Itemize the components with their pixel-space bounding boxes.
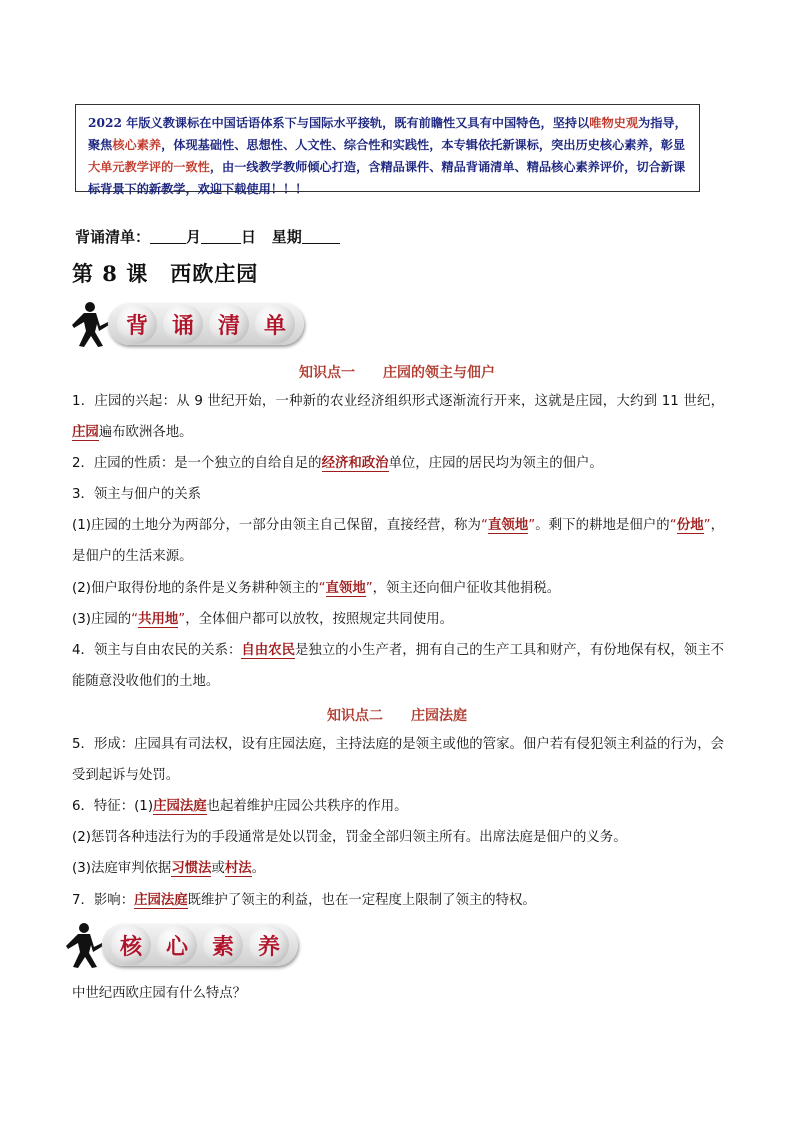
paragraph-12 — [72, 885, 724, 916]
paragraph-8: 5．形成：庄园具有司法权，设有庄园法庭，主持法庭的是领主或他的管家。佃户若有侵犯领主利益的行为，会受到起诉与处罚。 — [72, 737, 724, 783]
text: 遍布欧洲各地。 — [98, 425, 193, 440]
day-label: 日 — [241, 228, 257, 246]
banner-char: 素 — [203, 925, 243, 965]
text: 6．特征：(1) — [72, 799, 154, 814]
question-text: 中世纪西欧庄园有什么特点？ — [72, 986, 247, 1001]
banner-char: 背 — [117, 304, 157, 344]
month-label: 月 — [186, 228, 202, 246]
quote-mark: “ — [480, 518, 488, 533]
heading-title: 庄园的领主与佃户 — [383, 365, 495, 381]
paragraph-6 — [72, 604, 724, 635]
recite-label: 背诵清单： — [75, 228, 151, 246]
paragraph-2 — [72, 448, 724, 479]
paragraph-4 — [72, 510, 724, 572]
quote-mark: “ — [131, 612, 139, 627]
text: 也起着维护庄园公共秩序的作用。 — [206, 799, 408, 814]
banner-pill — [108, 303, 304, 345]
keyword: 直领地 — [487, 518, 529, 533]
keyword: 直领地 — [325, 581, 366, 596]
knowledge-point-2-heading — [0, 705, 794, 725]
text: ，全体佃户都可以放牧，按照规定共同使用。 — [185, 612, 453, 627]
text: 7．影响： — [72, 893, 135, 908]
core-literacy-banner — [64, 920, 298, 970]
keyword: 习惯法 — [171, 861, 212, 876]
month-blank[interactable] — [150, 229, 186, 244]
text: 是独立的小生产者，拥有自己的生产工具和财产，有份地保有权，领主不能随意没收他们的土地。 — [72, 643, 724, 689]
quote-mark: ” — [528, 518, 536, 533]
intro-text: 2022 年版义教课标在中国话语体系下与国际水平接轨，既有前瞻性又具有中国特色，坚持以 — [88, 116, 590, 130]
intro-text: 历史核心素养，彰显 — [575, 138, 686, 152]
kungfu-figure-icon — [64, 921, 104, 969]
week-label: 星期 — [271, 228, 302, 246]
text: (1)庄园的土地分为两部分，一部分由领主自己保留，直接经营，称为 — [72, 518, 481, 533]
text: 1．庄园的兴起：从 9 世纪开始，一种新的农业经济组织形式逐渐流行开来，这就是庄园，大约到 11 世纪， — [72, 394, 724, 409]
paragraph-7 — [72, 635, 724, 697]
text: 或 — [211, 861, 225, 876]
knowledge-point-1-heading — [0, 362, 794, 382]
keyword: 村法 — [224, 861, 252, 876]
keyword: 庄园法庭 — [153, 799, 207, 814]
quote-mark: ” — [703, 518, 711, 533]
heading-number: 知识点一 — [299, 365, 355, 381]
keyword: 经济和政治 — [321, 456, 389, 471]
text: 。剩下的耕地是佃户的 — [535, 518, 670, 533]
keyword: 共用地 — [138, 612, 179, 627]
intro-text: ，体现基础性、思想性、人文性、综合性和实践性，本专辑依托新课标，突出 — [161, 138, 576, 152]
text: 。 — [251, 861, 266, 876]
banner-char: 心 — [157, 925, 197, 965]
heading-title: 庄园法庭 — [411, 708, 467, 724]
banner-char: 单 — [255, 304, 295, 344]
paragraph-11 — [72, 853, 724, 884]
paragraph-10: (2)惩罚各种违法行为的手段通常是处以罚金，罚金全部归领主所有。出席法庭是佃户的义务。 — [72, 830, 627, 845]
intro-box — [75, 104, 700, 196]
paragraph-9 — [72, 791, 724, 822]
text: ，领主还向佃户征收其他捐税。 — [372, 581, 561, 596]
text: 4．领主与自由农民的关系： — [72, 643, 242, 658]
quote-mark: “ — [669, 518, 677, 533]
paragraph-3: 3．领主与佃户的关系 — [72, 487, 202, 502]
text: 既维护了领主的利益，也在一定程度上限制了领主的特权。 — [187, 893, 536, 908]
text: (3)法庭审判依据 — [72, 861, 172, 876]
week-blank[interactable] — [302, 229, 340, 244]
paragraph-1 — [72, 386, 724, 448]
quote-mark: ” — [365, 581, 373, 596]
keyword: 份地 — [676, 518, 704, 533]
text: (3)庄园的 — [72, 612, 132, 627]
banner-char: 养 — [249, 925, 289, 965]
recite-list-banner — [70, 299, 304, 349]
quote-mark: ” — [178, 612, 186, 627]
keyword: 自由农民 — [241, 643, 296, 658]
intro-highlight: 核心素养 — [112, 138, 162, 152]
intro-text: ，由一线教学教师倾心打造，含精品课件、精品背诵清单、 — [209, 160, 527, 174]
kungfu-figure-icon — [70, 300, 110, 348]
text: 2．庄园的性质：是一个独立的自给自足的 — [72, 456, 322, 471]
keyword: 庄园法庭 — [134, 893, 188, 908]
day-blank[interactable] — [201, 229, 241, 244]
text: (2)佃户取得份地的条件是义务耕种领主的 — [72, 581, 319, 596]
banner-char: 核 — [111, 925, 151, 965]
intro-text: 精品核心素养评价，切合新课标背景下的新教学，欢迎下载使用！！！ — [88, 160, 686, 196]
banner-char: 诵 — [163, 304, 203, 344]
text: 单位，庄园的居民均为领主的佃户。 — [388, 456, 603, 471]
banner-pill — [102, 924, 298, 966]
keyword: 庄园 — [72, 425, 99, 440]
intro-highlight: 唯物史观 — [589, 116, 639, 130]
quote-mark: “ — [318, 581, 326, 596]
recite-date-line — [75, 226, 340, 247]
intro-text: 为指导，聚焦 — [88, 116, 687, 152]
paragraph-5 — [72, 573, 724, 604]
banner-char: 清 — [209, 304, 249, 344]
lesson-title: 第 8 课 西欧庄园 — [72, 261, 259, 286]
text: ，是佃户的生活来源。 — [72, 518, 725, 564]
intro-highlight: 大单元教学评的一致性 — [88, 160, 210, 174]
heading-number: 知识点二 — [327, 708, 383, 724]
